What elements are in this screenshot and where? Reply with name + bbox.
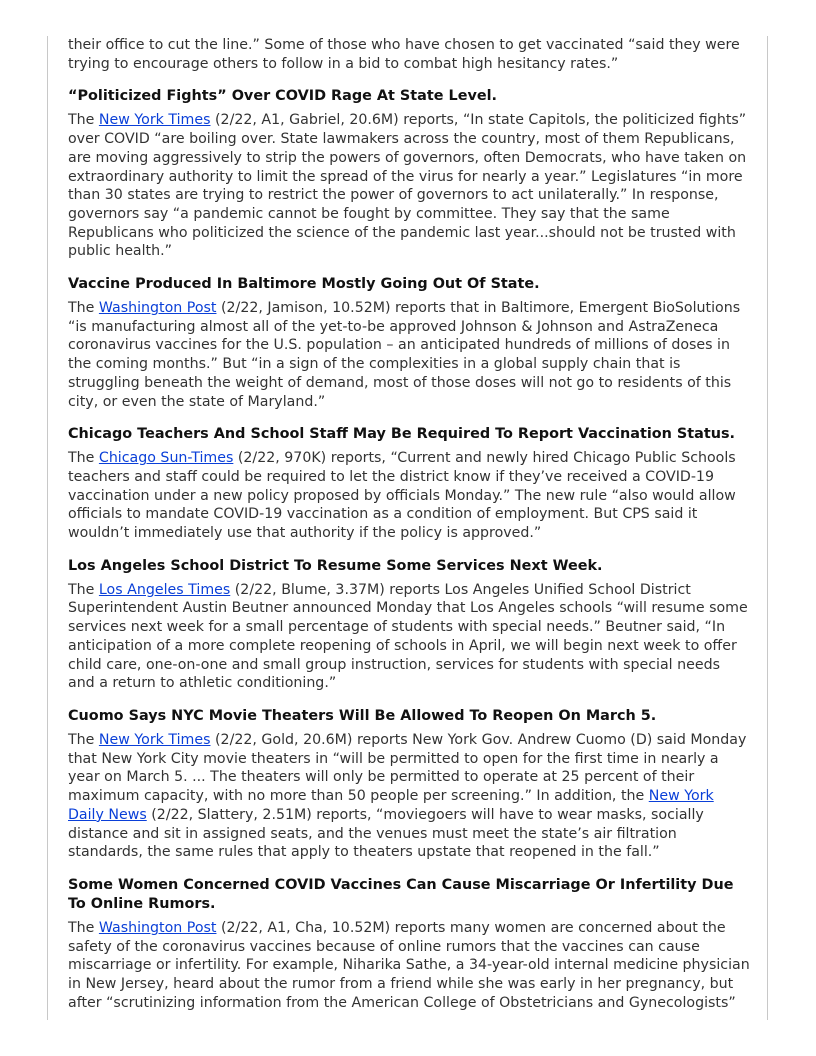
article-body: The New York Times (2/22, A1, Gabriel, 20.6M) reports, “In state Capitols, the politicized fights” over COVID “are boiling over. State lawmakers across the country, most of them Republicans, are moving aggressively to strip the powers of governors, often Democrats, who have taken on extraordinary authority to limit the spread of the virus for nearly a year.” Legislatures “in more than 30 states are trying to restrict the power of governors to act unilaterally.” In response, governors say “a pandemic cannot be fought by committee. They say that the same Republicans who politicized the science of the pandemic last year...should not be trusted with public health.” [68, 112, 747, 260]
article-headline: Chicago Teachers And School Staff May Be Required To Report Vaccination Status. [68, 426, 736, 443]
source-link[interactable]: Chicago Sun-Times [98, 450, 234, 467]
article [68, 876, 750, 1013]
article-headline: Cuomo Says NYC Movie Theaters Will Be Allowed To Reopen On March 5. [68, 707, 657, 724]
article [68, 87, 750, 261]
page-content [68, 36, 750, 1012]
source-link-secondary[interactable]: New York Daily News [68, 788, 714, 823]
left-margin-rule [47, 36, 48, 1020]
article-body: The New York Times (2/22, Gold, 20.6M) reports New York Gov. Andrew Cuomo (D) said Monday that New York City movie theaters in “will be permitted to open for the first time in nearly a year on March 5. ... The theaters will only be permitted to operate at 25 percent of their maximum capacity, with no more than 50 people per screening.” In addition, the New York Daily News (2/22, Slattery, 2.51M) reports, “moviegoers will have to wear masks, socially distance and sit in assigned seats, and the venues must meet the state’s air filtration standards, the same rules that apply to theaters upstate that reopened in the fall.” [68, 731, 747, 861]
article-headline: “Politicized Fights” Over COVID Rage At State Level. [68, 88, 497, 105]
article-headline: Los Angeles School District To Resume Some Services Next Week. [68, 557, 603, 574]
source-link[interactable]: Los Angeles Times [98, 581, 231, 598]
article-headline: Some Women Concerned COVID Vaccines Can Cause Miscarriage Or Infertility Due To Online Rumors. [68, 876, 734, 912]
right-margin-rule [767, 36, 768, 1020]
source-link[interactable]: Washington Post [98, 300, 217, 317]
article [68, 275, 750, 411]
article-body: The Washington Post (2/22, A1, Cha, 10.52M) reports many women are concerned about the safety of the coronavirus vaccines because of online rumors that the vaccines can cause miscarriage or infertility. For example, Niharika Sathe, a 34-year-old internal medicine physician in New Jersey, heard about the rumor from a friend while she was early in her pregnancy, but after “scrutinizing information from the American College of Obstetricians and Gynecologists” [68, 919, 750, 1011]
source-link[interactable]: New York Times [98, 112, 211, 129]
article-body: The Los Angeles Times (2/22, Blume, 3.37M) reports Los Angeles Unified School District Superintendent Austin Beutner announced Monday that Los Angeles schools “will resume some services next week for a small percentage of students with special needs.” Beutner said, “In anticipation of a more complete reopening of schools in April, we will begin next week to offer child care, one-on-one and small group instruction, services for students with special needs and a return to athletic conditioning.” [68, 581, 748, 692]
intro-paragraph: their office to cut the line.” Some of those who have chosen to get vaccinated “said they were trying to encourage others to follow in a bid to combat high hesitancy rates.” [68, 37, 740, 72]
article [68, 707, 750, 862]
article-body: The Washington Post (2/22, Jamison, 10.52M) reports that in Baltimore, Emergent BioSolutions “is manufacturing almost all of the yet-to-be approved Johnson & Johnson and AstraZeneca coronavirus vaccines for the U.S. population – an anticipated hundreds of millions of doses in the coming months.” But “in a sign of the complexities in a global supply chain that is struggling beneath the weight of demand, most of those doses will not go to residents of this city, or even the state of Maryland.” [68, 300, 741, 410]
article [68, 557, 750, 693]
article-body: The Chicago Sun-Times (2/22, 970K) reports, “Current and newly hired Chicago Public Schools teachers and staff could be required to let the district know if they’ve received a COVID-19 vaccination under a new policy proposed by officials Monday.” The new rule “also would allow officials to mandate COVID-19 vaccination as a condition of employment. But CPS said it wouldn’t immediately use that authority if the policy is approved.” [68, 450, 736, 542]
source-link[interactable]: New York Times [98, 731, 211, 748]
article-headline: Vaccine Produced In Baltimore Mostly Going Out Of State. [68, 276, 540, 293]
article [68, 425, 750, 543]
source-link[interactable]: Washington Post [98, 919, 217, 936]
